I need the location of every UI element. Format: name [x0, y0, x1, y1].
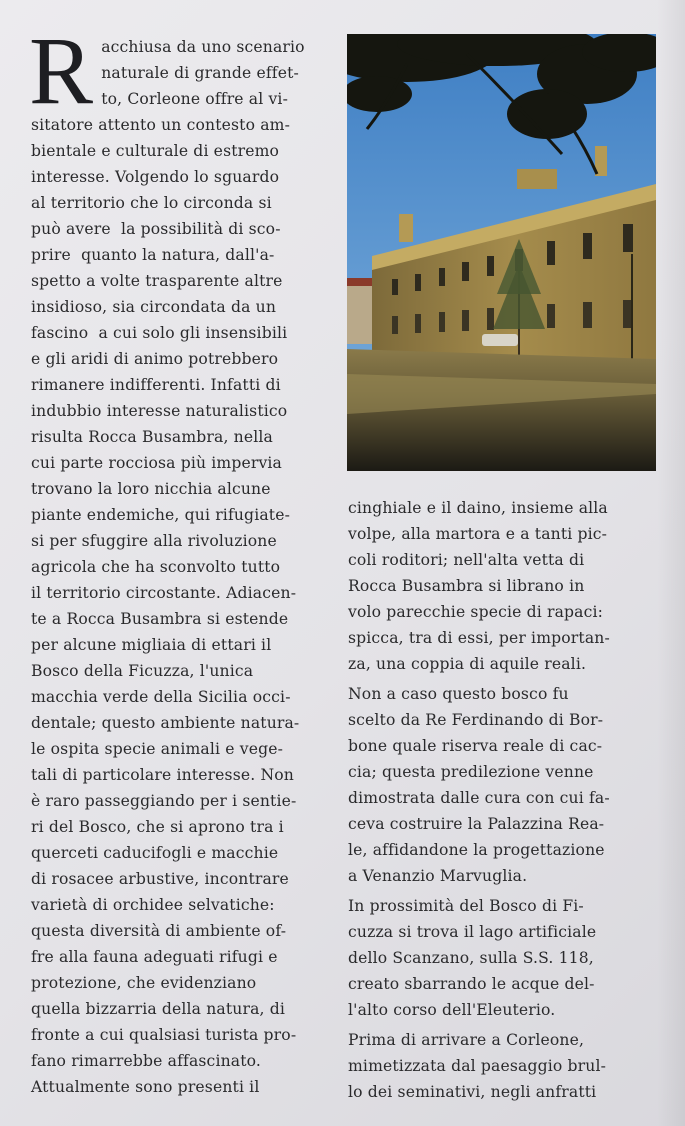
text-line: lo dei seminativi, negli anfratti: [348, 1083, 597, 1101]
text-line: Bosco della Ficuzza, l'unica: [31, 662, 254, 680]
text-line: bone quale riserva reale di cac-: [348, 737, 603, 755]
text-line: e gli aridi di animo potrebbero: [31, 350, 279, 368]
text-line: agricola che ha sconvolto tutto: [31, 558, 281, 576]
text-line: trovano la loro nicchia alcune: [31, 480, 271, 498]
text-line: za, una coppia di aquile reali.: [348, 655, 587, 673]
text-line: fre alla fauna adeguati rifugi e: [31, 948, 278, 966]
text-line: dello Scanzano, sulla S.S. 118,: [348, 949, 594, 967]
text-line: prire quanto la natura, dall'a-: [31, 246, 275, 264]
text-line: Attualmente sono presenti il: [31, 1078, 260, 1096]
text-line: piante endemiche, qui rifugiate-: [31, 506, 290, 524]
text-line: volpe, alla martora e a tanti pic-: [348, 525, 608, 543]
text-line: cinghiale e il daino, insieme alla: [348, 499, 608, 517]
text-line: si per sfuggire alla rivoluzione: [31, 532, 277, 550]
text-line: fascino a cui solo gli insensibili: [31, 324, 288, 342]
paragraph: [348, 495, 636, 677]
text-line: Non a caso questo bosco fu: [348, 685, 569, 703]
text-line: quella bizzarria della natura, di: [31, 1000, 286, 1018]
page-edge-shadow: [657, 0, 685, 1126]
text-line: naturale di grande effet-: [101, 64, 299, 82]
text-line: macchia verde della Sicilia occi-: [31, 688, 291, 706]
right-text-column: [348, 495, 636, 1105]
paragraph: [348, 1027, 636, 1105]
text-line: creato sbarrando le acque del-: [348, 975, 595, 993]
paragraph: [348, 681, 636, 889]
paragraph: [348, 893, 636, 1023]
text-line: risulta Rocca Busambra, nella: [31, 428, 273, 446]
dropcap-letter: R: [29, 17, 94, 124]
text-line: cia; questa predilezione venne: [348, 763, 594, 781]
text-line: to, Corleone offre al vi-: [101, 90, 288, 108]
palazzina-reale-photo: [347, 34, 656, 471]
text-line: dentale; questo ambiente natura-: [31, 714, 300, 732]
text-line: In prossimità del Bosco di Fi-: [348, 897, 584, 915]
text-line: Rocca Busambra si librano in: [348, 577, 585, 595]
text-line: interesse. Volgendo lo sguardo: [31, 168, 280, 186]
text-line: insidioso, sia circondata da un: [31, 298, 277, 316]
text-line: Prima di arrivare a Corleone,: [348, 1031, 585, 1049]
text-line: mimetizzata dal paesaggio brul-: [348, 1057, 607, 1075]
text-line: questa diversità di ambiente of-: [31, 922, 287, 940]
text-line: cui parte rocciosa più impervia: [31, 454, 282, 472]
text-line: spicca, tra di essi, per importan-: [348, 629, 610, 647]
text-line: l'alto corso dell'Eleuterio.: [348, 1001, 556, 1019]
text-line: ri del Bosco, che si aprono tra i: [31, 818, 284, 836]
text-line: sitatore attento un contesto am-: [31, 116, 291, 134]
text-line: cuzza si trova il lago artificiale: [348, 923, 597, 941]
text-line: a Venanzio Marvuglia.: [348, 867, 528, 885]
left-text-column: [29, 17, 313, 1100]
text-line: ceva costruire la Palazzina Rea-: [348, 815, 605, 833]
text-line: dimostrata dalle cura con cui fa-: [348, 789, 610, 807]
text-line: tali di particolare interesse. Non: [31, 766, 294, 784]
text-line: rimanere indifferenti. Infatti di: [31, 376, 281, 394]
text-line: bientale e culturale di estremo: [31, 142, 280, 160]
text-line: fano rimarrebbe affascinato.: [31, 1052, 262, 1070]
text-line: spetto a volte trasparente altre: [31, 272, 283, 290]
text-line: acchiusa da uno scenario: [101, 38, 305, 56]
text-line: protezione, che evidenziano: [31, 974, 257, 992]
photo-illustration: [347, 34, 656, 471]
text-line: per alcune migliaia di ettari il: [31, 636, 272, 654]
text-line: di rosacee arbustive, incontrare: [31, 870, 289, 888]
text-line: coli roditori; nell'alta vetta di: [348, 551, 585, 569]
text-line: te a Rocca Busambra si estende: [31, 610, 289, 628]
text-line: querceti caducifogli e macchie: [31, 844, 279, 862]
text-line: le ospita specie animali e vege-: [31, 740, 284, 758]
text-line: al territorio che lo circonda si: [31, 194, 272, 212]
text-line: indubbio interesse naturalistico: [31, 402, 288, 420]
text-line: varietà di orchidee selvatiche:: [31, 896, 275, 914]
text-line: è raro passeggiando per i sentie-: [31, 792, 297, 810]
text-line: fronte a cui qualsiasi turista pro-: [31, 1026, 297, 1044]
text-line: il territorio circostante. Adiacen-: [31, 584, 297, 602]
text-line: le, affidandone la progettazione: [348, 841, 605, 859]
text-line: scelto da Re Ferdinando di Bor-: [348, 711, 604, 729]
text-line: può avere la possibilità di sco-: [31, 220, 281, 238]
text-line: volo parecchie specie di rapaci:: [348, 603, 604, 621]
